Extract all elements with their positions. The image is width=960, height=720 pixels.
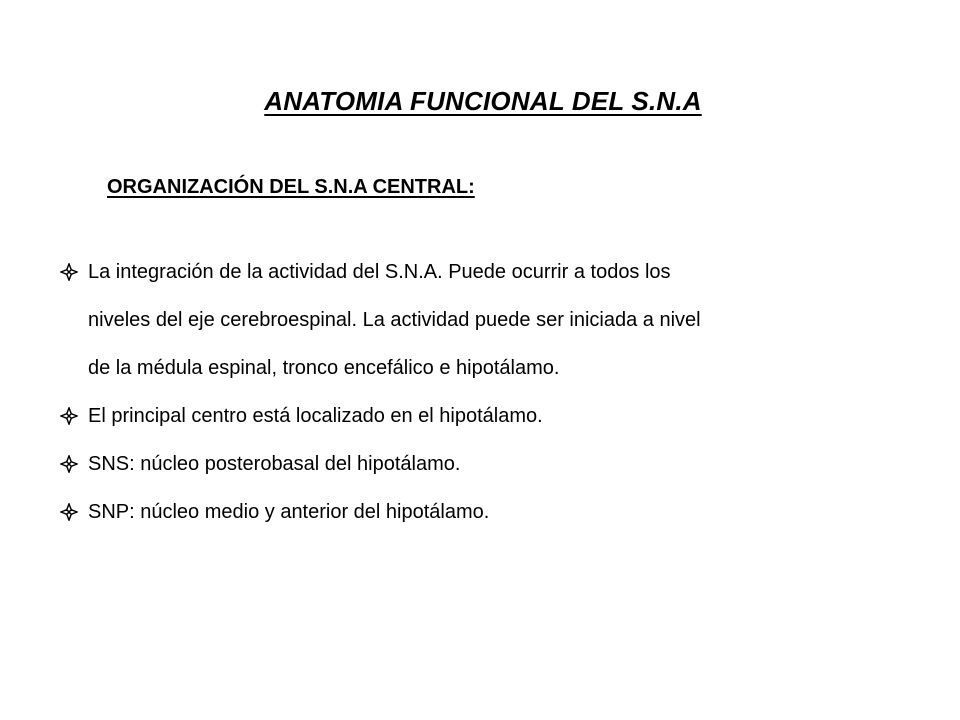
slide-subtitle: ORGANIZACIÓN DEL S.N.A CENTRAL:	[107, 176, 475, 198]
bullet-line: niveles del eje cerebroespinal. La actividad puede ser iniciada a nivel	[88, 309, 701, 331]
four-diamond-star-icon	[60, 407, 78, 425]
bullet-line: SNP: núcleo medio y anterior del hipotálamo.	[88, 501, 490, 523]
bullet-item	[60, 440, 940, 488]
bullet-text	[88, 392, 940, 440]
bullet-line: SNS: núcleo posterobasal del hipotálamo.	[88, 453, 461, 475]
bullet-line: El principal centro está localizado en el hipotálamo.	[88, 405, 543, 427]
bullet-list	[60, 248, 940, 536]
bullet-item	[60, 488, 940, 536]
bullet-line: de la médula espinal, tronco encefálico e hipotálamo.	[88, 357, 560, 379]
bullet-line: La integración de la actividad del S.N.A. Puede ocurrir a todos los	[88, 261, 671, 283]
four-diamond-star-icon	[60, 263, 78, 281]
bullet-text	[88, 248, 940, 392]
bullet-item	[60, 392, 940, 440]
bullet-item	[60, 248, 940, 392]
bullet-text	[88, 440, 940, 488]
four-diamond-star-icon	[60, 455, 78, 473]
four-diamond-star-icon	[60, 503, 78, 521]
bullet-text	[88, 488, 940, 536]
slide-title: ANATOMIA FUNCIONAL DEL S.N.A	[264, 86, 702, 116]
